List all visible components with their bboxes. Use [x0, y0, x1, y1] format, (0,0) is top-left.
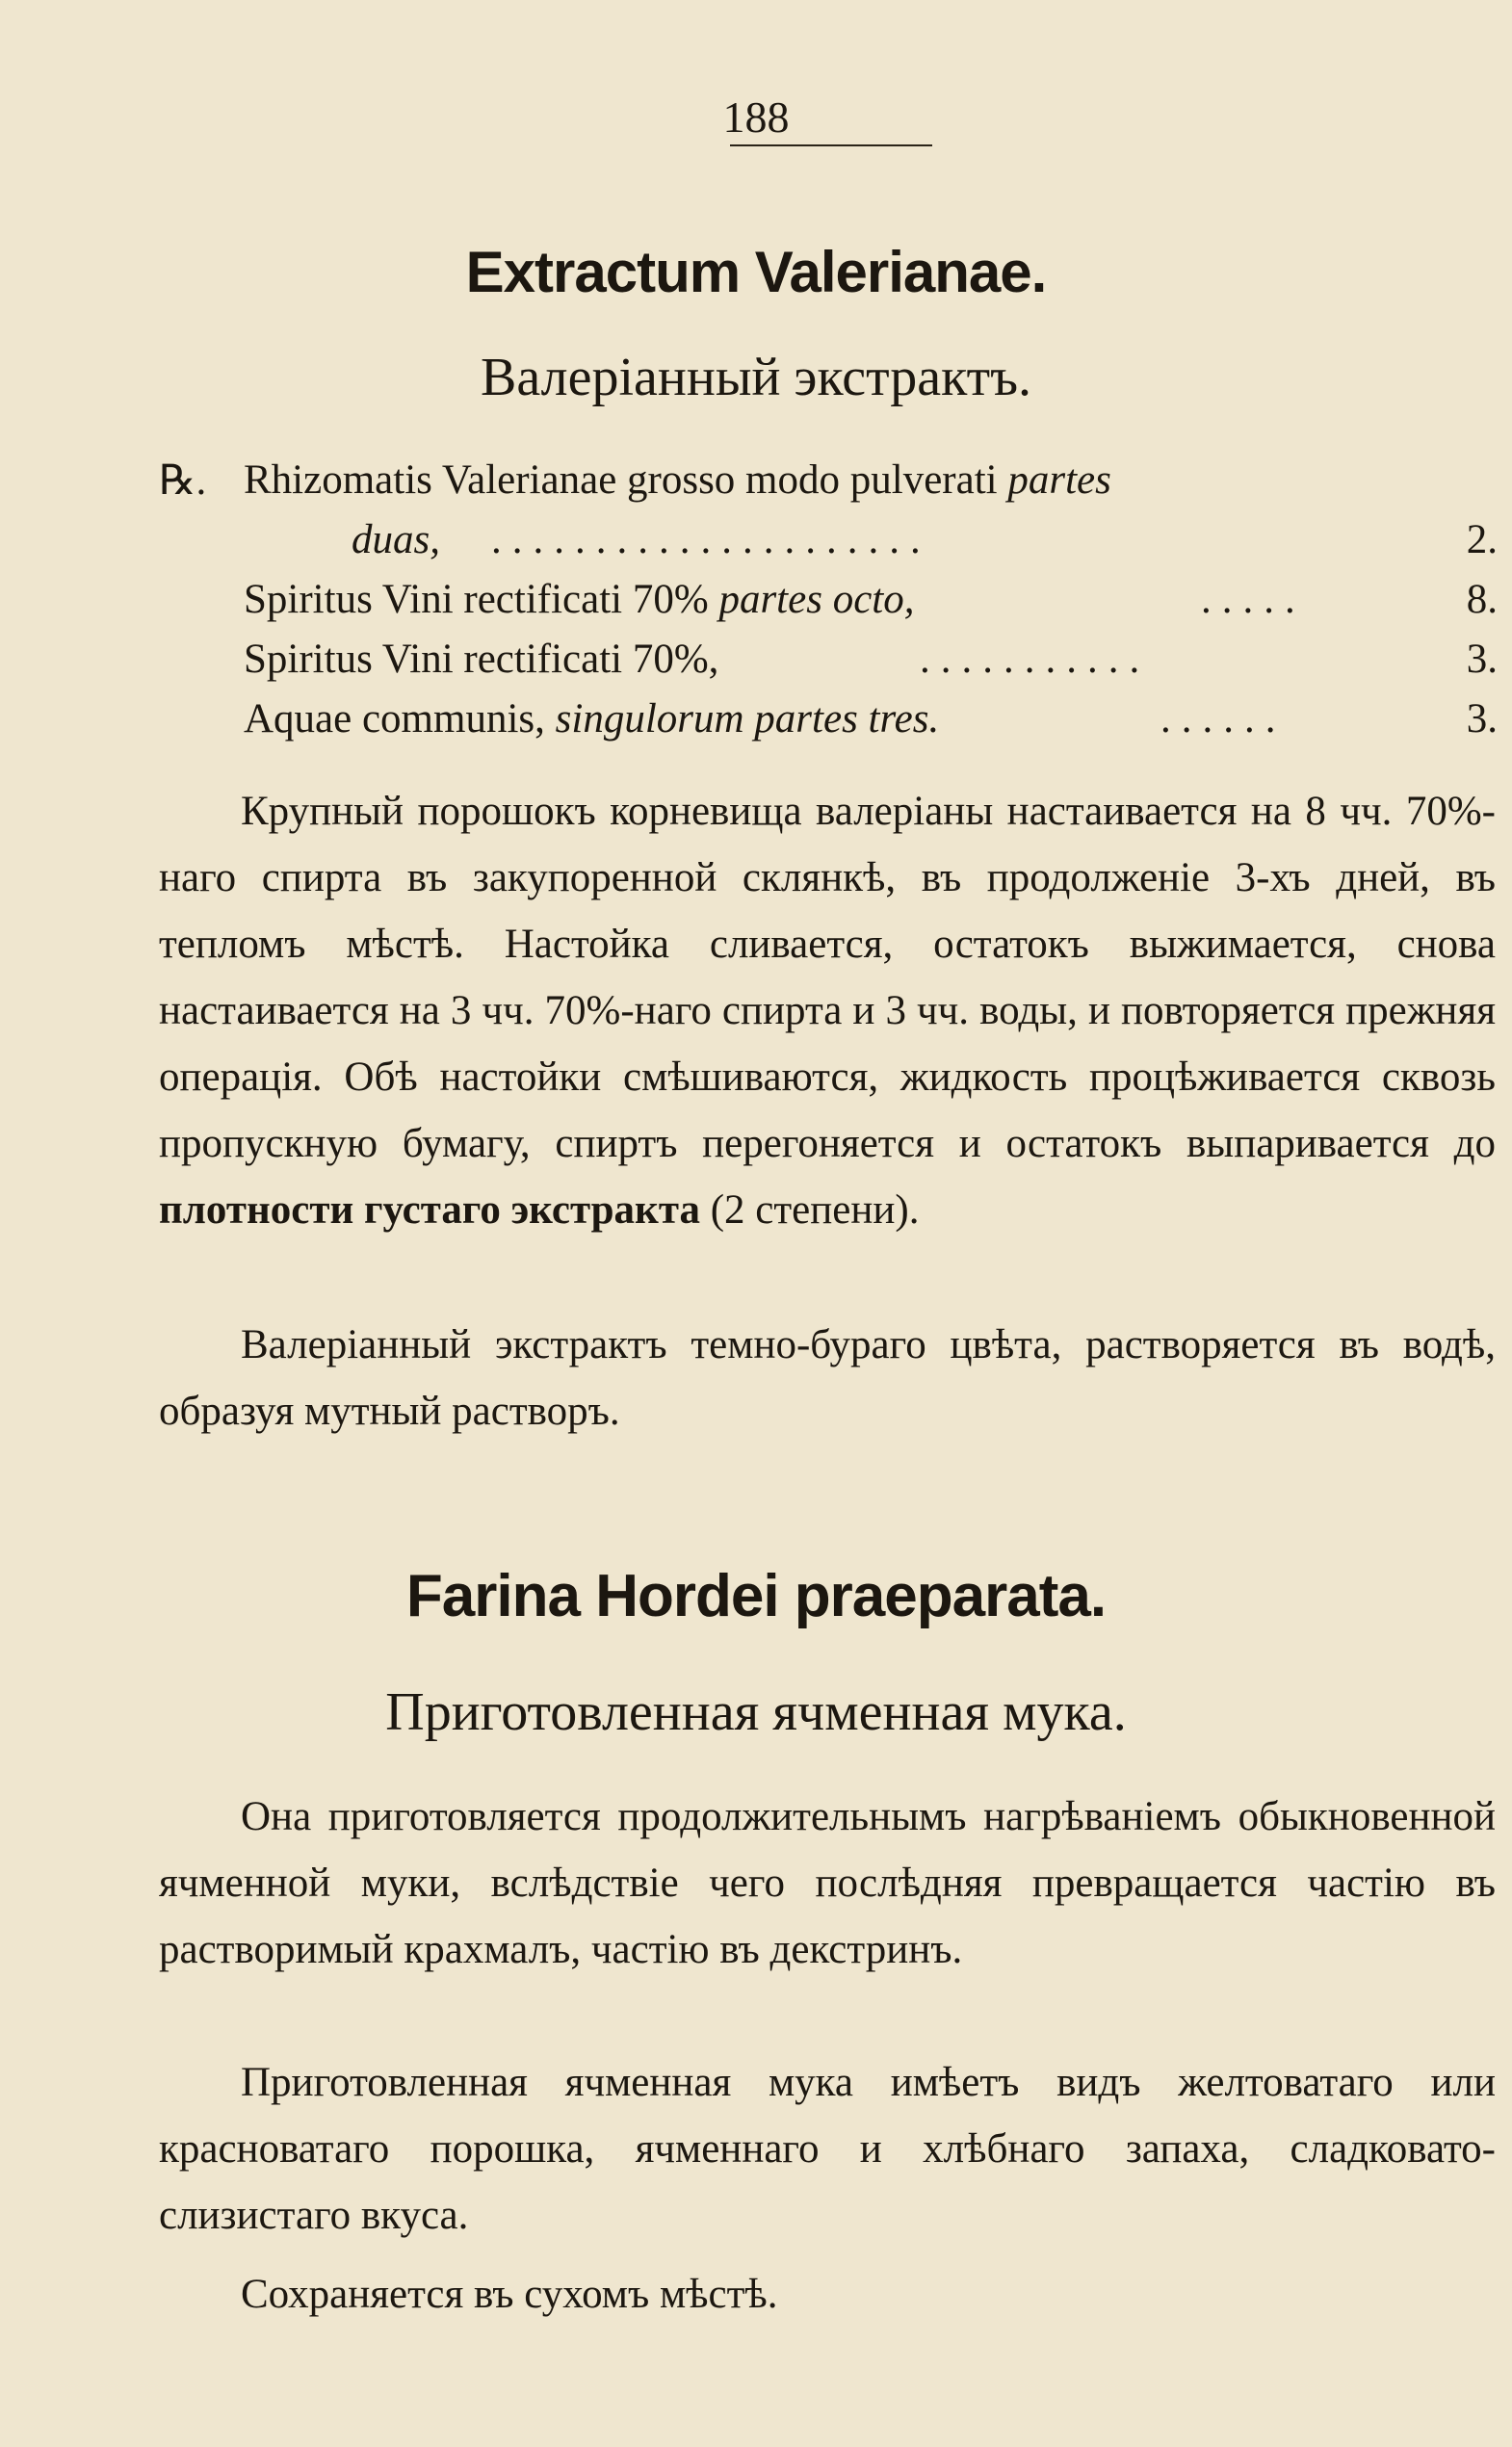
recipe-ingredient-1-qty-cont: duas, [352, 517, 440, 562]
section1-paragraph-1: Крупный порошокъ корневища валеріаны настаивается на 8 чч. 70%-наго спирта въ закупоренной склянкѣ, въ продолженіе 3-хъ дней, въ тепломъ мѣстѣ. Настойка сливается, остатокъ выжимается, снова настаивается на 3 чч. 70%-наго спирта и 3 чч. воды, и повторяется прежняя операція. Обѣ настойки смѣшиваются, жидкость процѣживается сквозь пропускную бумагу, спиртъ перегоняется и остатокъ выпаривается до плотности густаго экстракта (2 степени). [159, 789, 1496, 1233]
section1-title-russian: Валеріанный экстрактъ. [480, 348, 1032, 407]
page-number: 188 [722, 92, 790, 142]
recipe-line-2 [159, 516, 1498, 576]
recipe-line-4 [159, 636, 1498, 695]
recipe-amount-2: 8. [1466, 577, 1498, 622]
recipe-amount-1: 2. [1466, 517, 1498, 562]
section1-title-latin: Extractum Valerianae. [465, 240, 1047, 304]
recipe-block [159, 456, 1498, 755]
leader-dots: ...... [1160, 696, 1287, 742]
leader-dots: ..................... [491, 517, 931, 562]
section2-paragraph-2: Приготовленная ячменная мука имѣетъ видъ желтоватаго или красноватаго порошка, ячменнаго и хлѣбнаго запаха, сладковато-слизистаго вкуса. [159, 2060, 1496, 2238]
recipe-line-1 [159, 456, 1498, 516]
leader-dots: ........... [920, 637, 1151, 682]
leader-dots: ..... [1201, 577, 1306, 622]
recipe-ingredient-2: Spiritus Vini rectificati 70% [244, 577, 709, 622]
section2-paragraph-3: Сохраняется въ сухомъ мѣстѣ. [241, 2272, 778, 2317]
recipe-ingredient-4-qty: singulorum partes tres. [555, 696, 940, 742]
recipe-amount-4: 3. [1466, 696, 1498, 742]
section2-title-russian: Приготовленная ячменная мука. [385, 1682, 1127, 1742]
recipe-ingredient-4: Aquae communis, [244, 696, 545, 742]
emphasis-text: плотности густаго экстракта [159, 1187, 700, 1233]
section1-paragraph-2: Валеріанный экстрактъ темно-бураго цвѣта, растворяется въ водѣ, образуя мутный растворъ. [159, 1322, 1496, 1434]
recipe-ingredient-3: Spiritus Vini rectificati 70%, [244, 637, 719, 682]
section2-title-latin: Farina Hordei praeparata. [405, 1563, 1107, 1629]
recipe-symbol: ℞. [159, 458, 207, 504]
section2-paragraph-1: Она приготовляется продолжительнымъ нагрѣваніемъ обыкновенной ячменной муки, вслѣдствіе чего послѣдняя превращается частію въ растворимый крахмалъ, частію въ декстринъ. [159, 1794, 1496, 1972]
header-rule [730, 144, 932, 146]
recipe-line-3 [159, 576, 1498, 636]
recipe-ingredient-1-qty: partes [1007, 457, 1111, 503]
recipe-ingredient-1: Rhizomatis Valerianae grosso modo pulverati [244, 457, 998, 503]
recipe-ingredient-2-qty: partes octo, [718, 577, 915, 622]
recipe-amount-3: 3. [1466, 637, 1498, 682]
recipe-line-5 [159, 695, 1498, 755]
